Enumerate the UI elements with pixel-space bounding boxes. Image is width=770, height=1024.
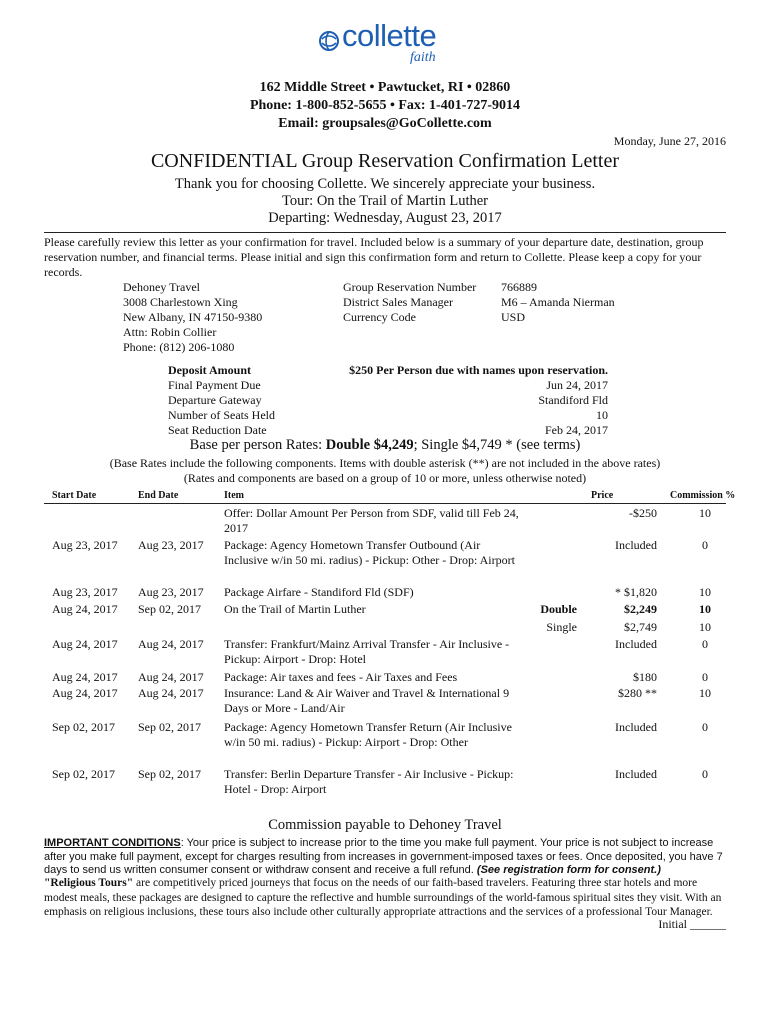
religious-text: are competitively priced journeys that focus on the needs of our faith-based travelers. Featuring three star hotels and more modest meals, these packages are designed to capture the reflective and humble surroundings of the world-famous spiritual sites they visit. With an emphasis on religious inclusions, these tours also include other culturally appropriate attractions and the services of a professional Tour Manager. bbox=[44, 877, 722, 918]
table-row-item: Insurance: Land & Air Waiver and Travel & International 9 Days or More - Land/Air bbox=[224, 686, 510, 715]
row-end-date: Aug 24, 2017 bbox=[138, 637, 204, 651]
seats-label: Number of Seats Held bbox=[168, 408, 275, 422]
header-price: Price bbox=[591, 490, 614, 501]
row-commission: 0 bbox=[702, 767, 708, 781]
row-start-date: Aug 23, 2017 bbox=[52, 585, 118, 599]
table-row-item: Transfer: Frankfurt/Mainz Arrival Transfer - Air Inclusive - Pickup: Airport - Drop: Hotel bbox=[224, 637, 510, 666]
intro-paragraph: Please carefully review this letter as your confirmation for travel. Included below is a summary of your departure date, destination, group reservation number, and financial terms. Please initial and sign this confirmation form and return to Collette. Please keep a copy for your records. bbox=[44, 235, 704, 279]
row-price: * $1,820 bbox=[615, 585, 657, 599]
row-start-date: Sep 02, 2017 bbox=[52, 720, 115, 734]
reservation-number: 766889 bbox=[501, 280, 537, 294]
currency-label: Currency Code bbox=[343, 310, 416, 324]
table-divider bbox=[44, 503, 726, 504]
row-start-date: Aug 24, 2017 bbox=[52, 686, 118, 700]
reservation-number-label: Group Reservation Number bbox=[343, 280, 477, 294]
table-row-item: Transfer: Berlin Departure Transfer - Air Inclusive - Pickup: Hotel - Drop: Airport bbox=[224, 767, 514, 796]
reservation-values bbox=[501, 280, 615, 325]
row-price: -$250 bbox=[629, 506, 657, 520]
divider bbox=[44, 232, 726, 233]
currency-code: USD bbox=[501, 310, 526, 324]
company-email: Email: groupsales@GoCollette.com bbox=[278, 116, 492, 131]
header-item: Item bbox=[224, 490, 244, 501]
religious-tours bbox=[44, 876, 728, 920]
letter-date: Monday, June 27, 2016 bbox=[613, 134, 726, 148]
logo-subtext: faith bbox=[410, 50, 436, 65]
gateway-label: Departure Gateway bbox=[168, 393, 262, 407]
seat-reduction-date: Feb 24, 2017 bbox=[545, 423, 608, 437]
row-commission: 0 bbox=[702, 720, 708, 734]
conditions-text: : Your price is subject to increase prior to the time you make full payment. Your price is not subject to increase after you make full payment, except for charges resulting from increases in government-imposed taxes or fees. Once deposited, you have 7 days to send us written consumer consent or withdraw consent and receive a full refund. bbox=[44, 837, 723, 876]
terms-values bbox=[400, 378, 608, 438]
agency-name: Dehoney Travel bbox=[123, 280, 200, 294]
header-end-date: End Date bbox=[138, 490, 179, 501]
row-commission: 0 bbox=[702, 538, 708, 552]
company-address: 162 Middle Street • Pawtucket, RI • 02860 bbox=[259, 80, 511, 95]
row-start-date: Sep 02, 2017 bbox=[52, 767, 115, 781]
row-price: $2,249 bbox=[624, 602, 657, 616]
row-end-date: Aug 23, 2017 bbox=[138, 538, 204, 552]
table-row-item: Package: Agency Hometown Transfer Return (Air Inclusive w/in 50 mi. radius) - Pickup: Airport - Drop: Other bbox=[224, 720, 512, 749]
final-payment-date: Jun 24, 2017 bbox=[546, 378, 608, 392]
row-start-date: Aug 24, 2017 bbox=[52, 637, 118, 651]
table-row-item: Package: Agency Hometown Transfer Outbound (Air Inclusive w/in 50 mi. radius) - Pickup: Other - Drop: Airport bbox=[224, 538, 515, 567]
row-price: Included bbox=[615, 767, 657, 781]
tour-name: Tour: On the Trail of Martin Luther bbox=[282, 193, 488, 209]
row-price: Included bbox=[615, 720, 657, 734]
row-commission: 10 bbox=[699, 686, 711, 700]
religious-label: "Religious Tours" bbox=[44, 877, 134, 889]
row-price: $180 bbox=[633, 670, 657, 684]
logo-wordmark: collette bbox=[342, 18, 437, 53]
seat-reduction-label: Seat Reduction Date bbox=[168, 423, 267, 437]
seats-value: 10 bbox=[596, 408, 608, 422]
row-price: $2,749 bbox=[624, 620, 657, 634]
page-title: CONFIDENTIAL Group Reservation Confirmation Letter bbox=[150, 150, 620, 172]
rates-suffix: ; Single $4,749 * (see terms) bbox=[413, 437, 581, 453]
table-row-item: Package Airfare - Standiford Fld (SDF) bbox=[224, 585, 414, 599]
row-start-date: Aug 24, 2017 bbox=[52, 670, 118, 684]
terms-labels bbox=[168, 378, 275, 438]
row-commission: 0 bbox=[702, 670, 708, 684]
row-end-date: Sep 02, 2017 bbox=[138, 602, 201, 616]
row-end-date: Aug 24, 2017 bbox=[138, 670, 204, 684]
row-commission: 10 bbox=[699, 602, 711, 616]
header-commission: Commission % bbox=[670, 490, 736, 501]
row-commission: 10 bbox=[699, 620, 711, 634]
row-price: Included bbox=[615, 637, 657, 651]
table-row-offer: Offer: Dollar Amount Per Person from SDF, valid till Feb 24, 2017 bbox=[224, 506, 519, 535]
agency-street: 3008 Charlestown Xing bbox=[123, 295, 238, 309]
row-end-date: Aug 24, 2017 bbox=[138, 686, 204, 700]
occupancy-double: Double bbox=[540, 602, 577, 616]
conditions-label: IMPORTANT CONDITIONS bbox=[44, 837, 181, 849]
row-end-date: Aug 23, 2017 bbox=[138, 585, 204, 599]
base-rates bbox=[0, 437, 770, 454]
sales-manager-label: District Sales Manager bbox=[343, 295, 453, 309]
final-payment-label: Final Payment Due bbox=[168, 378, 261, 392]
deposit-label: Deposit Amount bbox=[168, 363, 252, 377]
header-start-date: Start Date bbox=[52, 490, 97, 501]
rates-note-2: (Rates and components are based on a group of 10 or more, unless otherwise noted) bbox=[183, 471, 587, 485]
row-commission: 10 bbox=[699, 585, 711, 599]
commission-payable: Commission payable to Dehoney Travel bbox=[268, 817, 502, 833]
rates-prefix: Base per person Rates: bbox=[189, 437, 326, 453]
row-price: Included bbox=[615, 538, 657, 552]
table-row-item: On the Trail of Martin Luther bbox=[224, 602, 366, 616]
conditions-emphasis: (See registration form for consent.) bbox=[476, 864, 661, 876]
row-start-date: Aug 24, 2017 bbox=[52, 602, 118, 616]
agency-phone: Phone: (812) 206-1080 bbox=[123, 340, 235, 354]
row-start-date: Aug 23, 2017 bbox=[52, 538, 118, 552]
important-conditions bbox=[44, 837, 728, 878]
reservation-labels bbox=[343, 280, 476, 325]
company-phone: Phone: 1-800-852-5655 • Fax: 1-401-727-9014 bbox=[249, 98, 521, 113]
row-end-date: Sep 02, 2017 bbox=[138, 720, 201, 734]
collette-logo bbox=[318, 18, 458, 74]
departure-date: Departing: Wednesday, August 23, 2017 bbox=[268, 210, 502, 226]
initial-line[interactable]: Initial ______ bbox=[658, 917, 726, 931]
occupancy-single: Single bbox=[546, 620, 577, 634]
row-commission: 10 bbox=[699, 506, 711, 520]
agency-block bbox=[123, 280, 262, 355]
row-price: $280 ** bbox=[618, 686, 657, 700]
row-commission: 0 bbox=[702, 637, 708, 651]
agency-attn: Attn: Robin Collier bbox=[123, 325, 217, 339]
table-row-item: Package: Air taxes and fees - Air Taxes and Fees bbox=[224, 670, 458, 684]
row-end-date: Sep 02, 2017 bbox=[138, 767, 201, 781]
deposit-value: $250 Per Person due with names upon reservation. bbox=[349, 363, 608, 377]
thanks-line: Thank you for choosing Collette. We sincerely appreciate your business. bbox=[174, 176, 596, 192]
double-rate: Double $4,249 bbox=[325, 437, 414, 453]
globe-icon bbox=[318, 30, 340, 52]
gateway-value: Standiford Fld bbox=[538, 393, 608, 407]
rates-note-1: (Base Rates include the following components. Items with double asterisk (**) are not included in the above rates) bbox=[109, 456, 661, 470]
sales-manager: M6 – Amanda Nierman bbox=[501, 295, 615, 309]
agency-city: New Albany, IN 47150-9380 bbox=[123, 310, 263, 324]
